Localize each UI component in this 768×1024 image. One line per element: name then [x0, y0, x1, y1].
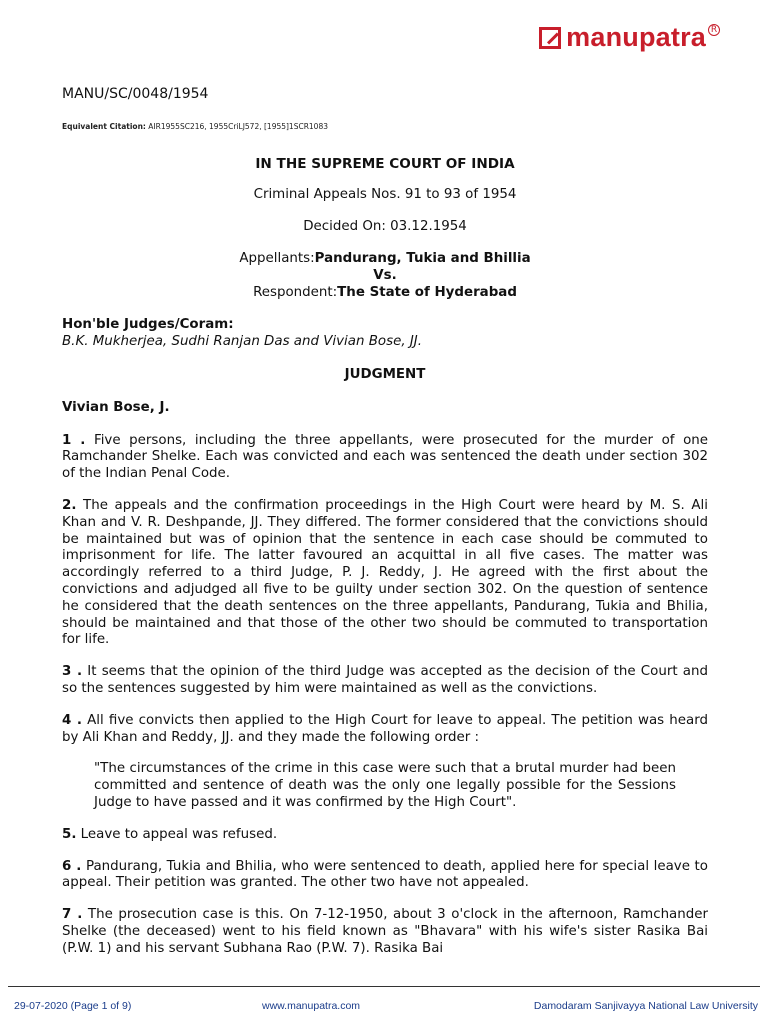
- coram-judges: B.K. Mukherjea, Sudhi Ranjan Das and Vivian Bose, JJ.: [62, 334, 422, 350]
- paragraph-text: Pandurang, Tukia and Bhilia, who were sentenced to death, applied here for special leave to appeal. Their petition was granted. The other two have not appealed.: [62, 858, 708, 891]
- manupatra-logo-icon: [539, 27, 561, 49]
- registered-mark-icon: R: [708, 24, 720, 36]
- footer-website-link[interactable]: www.manupatra.com: [262, 1000, 361, 1012]
- appellants-names: Pandurang, Tukia and Bhillia: [314, 250, 531, 266]
- logo-text: manupatra: [566, 22, 706, 52]
- paragraph-number: 7 .: [62, 907, 83, 923]
- paragraph-3: [62, 664, 708, 698]
- paragraph-number: 2.: [62, 497, 77, 513]
- respondent-label: Respondent:: [253, 284, 338, 300]
- respondent-line: [62, 285, 708, 302]
- paragraph-4: [62, 713, 708, 747]
- equiv-value: AIR1955SC216, 1955CriLJ572, [1955]1SCR1083: [145, 121, 328, 131]
- decided-on: Decided On: 03.12.1954: [303, 219, 467, 235]
- respondent-name: The State of Hyderabad: [337, 284, 517, 300]
- paragraph-text: All five convicts then applied to the High Court for leave to appeal. The petition was heard by Ali Khan and Reddy, JJ. and they made the following order :: [62, 712, 708, 745]
- paragraph-7: [62, 907, 708, 957]
- block-quote: "The circumstances of the crime in this case were such that a brutal murder had been committed and sentence of death was the only one legally possible for the Sessions Judge to have passed and it was confirmed by the High Court".: [94, 761, 676, 810]
- paragraph-text: The appeals and the confirmation proceedings in the High Court were heard by M. S. Ali Khan and V. R. Deshpande, JJ. They differed. The former considered that the convictions should be maintained but was of opinion that the sentence in each case should be commuted to imprisonment for life. The latter favoured an acquittal in all five cases. The matter was accordingly referred to a third Judge, P. J. Reddy, J. He agreed with the first about the convictions and adjudged all five to be guilty under section 302. On the question of sentence he considered that the death sentences on the three appellants, Pandurang, Tukia and Bhilia, should be maintained and that those of the other two should be commuted to transportation for life.: [62, 497, 708, 648]
- judgment-author: Vivian Bose, J.: [62, 399, 170, 415]
- appellants-line: [62, 251, 708, 268]
- footer-divider: [8, 986, 760, 987]
- parties: [62, 251, 708, 301]
- coram-heading: Hon'ble Judges/Coram:: [62, 317, 234, 333]
- paragraph-5: [62, 827, 708, 844]
- equiv-label: Equivalent Citation:: [62, 121, 146, 131]
- judgment-heading: JUDGMENT: [344, 366, 426, 382]
- case-number: Criminal Appeals Nos. 91 to 93 of 1954: [253, 187, 517, 203]
- equivalent-citation: [62, 119, 708, 136]
- paragraph-1: [62, 433, 708, 483]
- appellants-label: Appellants:: [239, 250, 315, 266]
- manu-citation: MANU/SC/0048/1954: [62, 86, 209, 102]
- paragraph-text: Five persons, including the three appellants, were prosecuted for the murder of one Ramchander Shelke. Each was convicted and each was sentenced the death under section 302 of the Indian Penal Code.: [62, 432, 709, 482]
- paragraph-number: 5.: [62, 826, 77, 842]
- footer-institution: Damodaram Sanjivayya National Law University: [533, 1000, 758, 1012]
- footer-date-page: 29-07-2020 (Page 1 of 9): [14, 1000, 132, 1012]
- paragraph-number: 3 .: [62, 664, 83, 680]
- paragraph-6: [62, 859, 708, 893]
- paragraph-text: Leave to appeal was refused.: [76, 826, 278, 842]
- court-name: IN THE SUPREME COURT OF INDIA: [255, 155, 515, 172]
- paragraph-text: It seems that the opinion of the third Judge was accepted as the decision of the Court and so the sentences suggested by him were maintained as well as the convictions.: [62, 664, 708, 696]
- document-body: [62, 86, 708, 972]
- paragraph-text: The prosecution case is this. On 7-12-1950, about 3 o'clock in the afternoon, Ramchander Shelke (the deceased) went to his field known as "Bhavara" with his wife's sister Rasika Bai (P.W. 1) and his servant Subhana Rao (P.W. 7). Rasika Bai: [62, 907, 708, 956]
- paragraph-number: 6 .: [62, 858, 82, 874]
- manupatra-logo: [539, 22, 720, 53]
- versus: Vs.: [373, 267, 397, 283]
- paragraph-number: 4 .: [62, 712, 82, 728]
- paragraph-number: 1 .: [62, 432, 86, 448]
- paragraph-2: [62, 498, 708, 649]
